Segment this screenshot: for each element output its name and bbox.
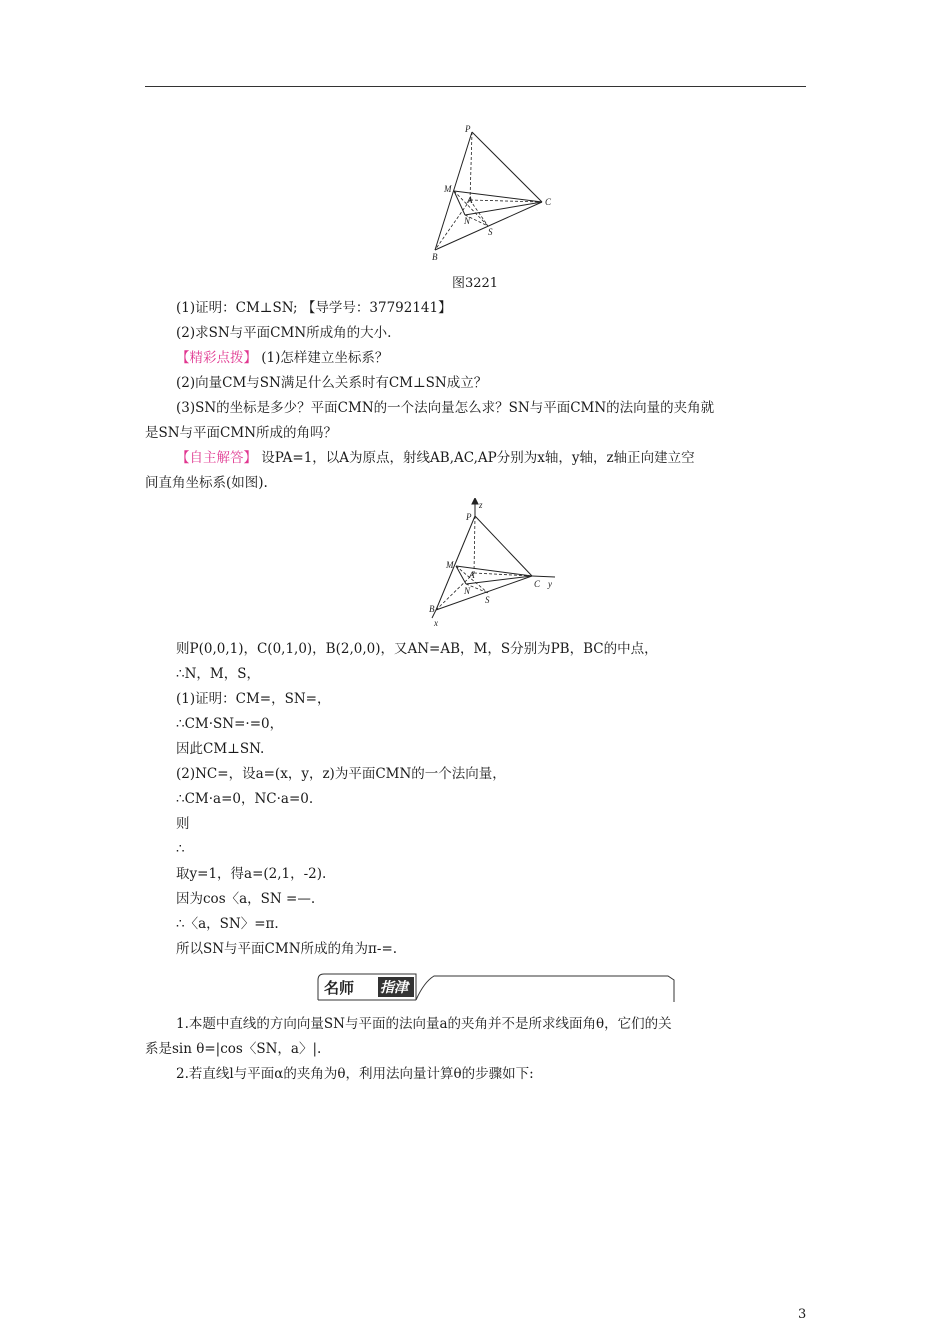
solution-s2: ∴N，M，S， (176, 666, 260, 682)
solution-s1: 则P(0,0,1)，C(0,1,0)，B(2,0,0)，又AN=AB，M，S分别为PB，BC的中点， (176, 641, 658, 657)
note-1a: 1.本题中直线的方向向量SN与平面的法向量a的夹角并不是所求线面角θ，它们的关 (176, 1016, 672, 1032)
label-y: y (548, 579, 552, 589)
hint-3b: 是SN与平面CMN所成的角吗？ (145, 425, 338, 441)
label-M: M (446, 560, 454, 570)
solution-text: 设PA=1，以A为原点，射线AB,AC,AP分别为x轴，y轴，z轴正向建立空 (257, 450, 695, 466)
label-S: S (488, 227, 493, 237)
hint-tag: 【精彩点拨】 (176, 350, 257, 366)
teacher-tips-banner (316, 972, 676, 1010)
label-P: P (466, 512, 472, 522)
question-1: (1)证明：CM⊥SN; 【导学号：37792141】 (176, 300, 452, 316)
question-2: (2)求SN与平面CMN所成角的大小. (176, 325, 392, 341)
solution-s13: 所以SN与平面CMN所成的角为π-=. (176, 941, 398, 957)
figure-caption: 图3221 (451, 276, 499, 291)
solution-s8: 则 (176, 816, 190, 832)
label-A: A (469, 570, 475, 580)
page-number: 3 (798, 1307, 807, 1322)
hint-text: (1)怎样建立坐标系？ (257, 350, 389, 366)
solution-s12: ∴〈a，SN〉=π. (176, 916, 279, 932)
label-B: B (432, 252, 438, 262)
solution-b: 间直角坐标系(如图). (145, 475, 268, 491)
solution-s7: ∴CM·a=0，NC·a=0. (176, 791, 314, 807)
banner-text-a: 名师 (324, 979, 355, 997)
hint-2: (2)向量CM与SN满足什么关系时有CM⊥SN成立？ (176, 375, 488, 391)
label-B: B (429, 604, 435, 614)
label-N: N (464, 216, 471, 226)
banner-text-b: 指津 (380, 980, 408, 996)
label-M: M (444, 184, 452, 194)
label-A: A (467, 195, 473, 205)
solution-tag: 【自主解答】 (176, 450, 257, 466)
label-x: x (434, 618, 438, 628)
note-1b: 系是sin θ=|cos〈SN，a〉|. (145, 1041, 322, 1057)
solution-s4: ∴CM·SN=·=0， (176, 716, 284, 732)
hint-line (176, 349, 388, 367)
figure-tetrahedron-2 (420, 498, 570, 630)
label-z: z (479, 500, 483, 510)
solution-s3: (1)证明：CM=，SN=， (176, 691, 331, 707)
solution-line (176, 449, 695, 467)
solution-s9: ∴ (176, 841, 185, 857)
label-N: N (464, 586, 471, 596)
hint-3a: (3)SN的坐标是多少？平面CMN的一个法向量怎么求？SN与平面CMN的法向量的夹角就 (176, 400, 715, 416)
solution-s11: 因为cos〈a，SN =—. (176, 891, 316, 907)
solution-s6: (2)NC=，设a=(x，y，z)为平面CMN的一个法向量， (176, 766, 506, 782)
header-rule (145, 86, 806, 87)
label-P: P (465, 124, 471, 134)
figure-tetrahedron-1 (420, 120, 560, 265)
solution-s10: 取y=1，得a=(2,1，-2). (176, 866, 327, 882)
label-C: C (534, 579, 541, 589)
label-C: C (545, 197, 552, 207)
solution-s5: 因此CM⊥SN. (176, 741, 265, 757)
note-2: 2.若直线l与平面α的夹角为θ，利用法向量计算θ的步骤如下: (176, 1066, 534, 1082)
label-S: S (485, 595, 490, 605)
